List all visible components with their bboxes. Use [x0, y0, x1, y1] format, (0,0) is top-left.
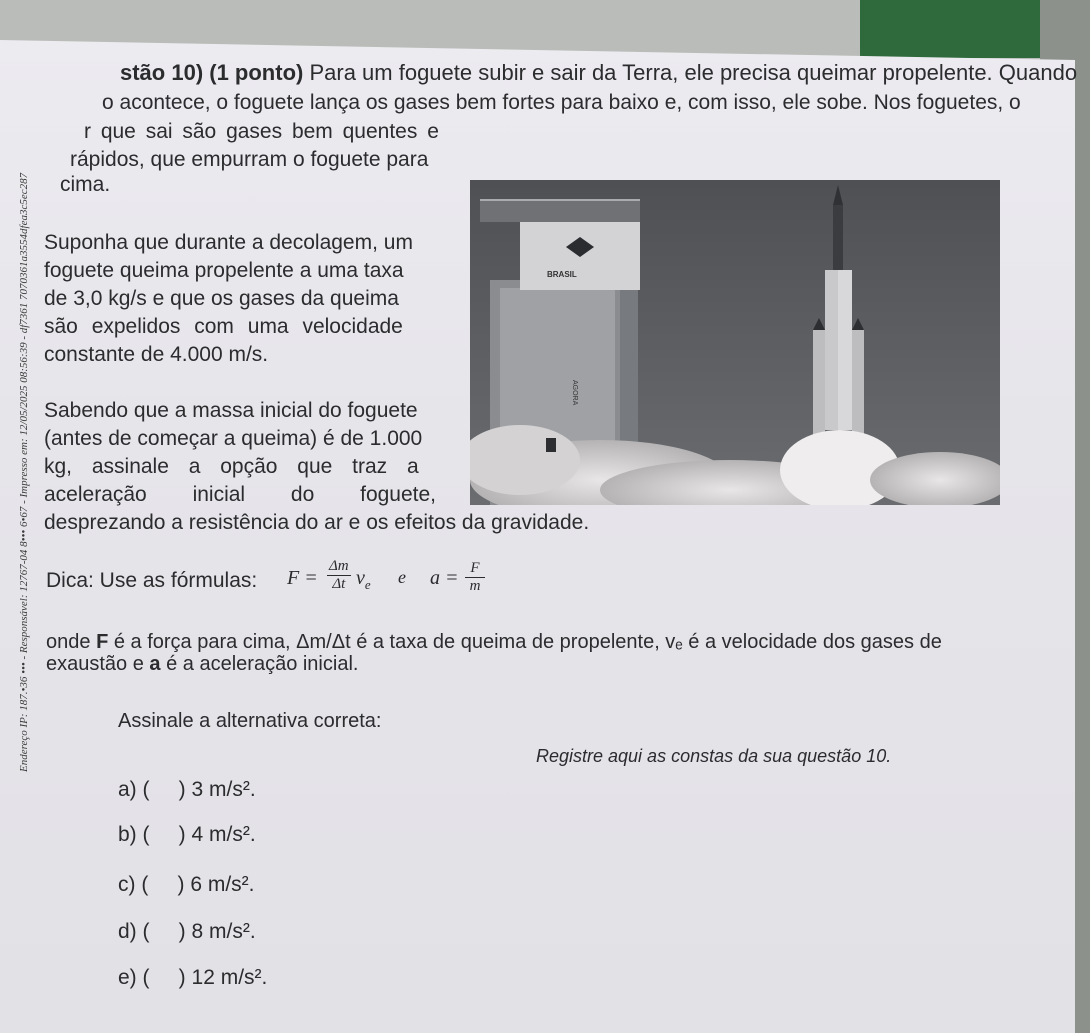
background-green-board [860, 0, 1040, 58]
paragraph3-line-2: (antes de começar a queima) é de 1.000 [44, 427, 423, 450]
explanation-exhaust: exaustão e [46, 653, 144, 675]
option-b-letter: b) ( ) [118, 823, 186, 846]
formula1-numerator: Δm [329, 558, 349, 574]
option-e-value: 12 m/s². [191, 966, 268, 989]
paragraph2-line-1: Suponha que durante a decolagem, um [44, 231, 413, 254]
side-margin-print: Endereço IP: 187.•36 ••• - Responsável: 12767-04 8••• 6•67 - Impresso em: 12/05/2025 08:56:39 - df7361 7070361a3554dfea3c5ec287 [18, 172, 30, 772]
option-e[interactable] [118, 966, 267, 990]
explanation-text: é a força para cima, Δm/Δt é a taxa de queima de propelente, vₑ é a velocidade dos gases de [113, 631, 942, 653]
formula1-subscript: e [364, 577, 371, 592]
intro-line-4: cima. [60, 173, 111, 196]
formula2-fraction [465, 560, 485, 595]
explanation-where: onde [46, 631, 91, 653]
explanation-F: F [96, 631, 109, 653]
option-d[interactable] [118, 920, 256, 944]
explanation-accel: é a aceleração inicial. [166, 653, 359, 675]
paragraph2-line-5: constante de 4.000 m/s. [44, 343, 269, 366]
intro-line-1: o acontece, o foguete lança os gases bem fortes para baixo e, com isso, ele sobe. Nos foguetes, o [102, 91, 1021, 114]
paragraph3-line-1: Sabendo que a massa inicial do foguete [44, 399, 418, 422]
paragraph3-line-4: aceleração inicial do foguete, [44, 483, 437, 506]
formula1-fraction [327, 558, 351, 593]
explanation-line-2 [46, 649, 358, 679]
paragraph2-line-3: de 3,0 kg/s e que os gases da queima [44, 287, 399, 310]
formula1-velocity [356, 567, 371, 593]
option-b[interactable] [118, 823, 256, 847]
formula2-numerator: F [465, 560, 485, 578]
option-a-letter: a) ( ) [118, 778, 186, 801]
formula2-denominator: m [469, 578, 481, 594]
intro-line-2: r que sai são gases bem quentes e [84, 120, 439, 143]
option-c-value: 6 m/s². [190, 873, 255, 896]
explanation-a: a [149, 653, 161, 675]
formula-conjunction: e [398, 567, 406, 587]
option-e-letter: e) ( ) [118, 966, 186, 989]
instruction: Assinale a alternativa correta: [118, 710, 382, 732]
question-intro: Para um foguete subir e sair da Terra, ele precisa queimar propelente. Quando [309, 60, 1078, 85]
option-d-letter: d) ( ) [118, 920, 186, 943]
option-d-value: 8 m/s². [191, 920, 256, 943]
rocket-launch-illustration [470, 180, 1000, 505]
paragraph3-line-5: desprezando a resistência do ar e os efeitos da gravidade. [44, 511, 590, 534]
option-a-value: 3 m/s². [191, 778, 256, 801]
paragraph2-line-4: são expelidos com uma velocidade [44, 315, 403, 338]
formula1-lhs: F = [287, 567, 318, 589]
paragraph2-line-2: foguete queima propelente a uma taxa [44, 259, 404, 282]
brasil-sign: BRASIL [547, 270, 577, 279]
intro-line-3: rápidos, que empurram o foguete para [70, 148, 429, 171]
question-number: stão 10) (1 ponto) [120, 60, 304, 85]
question-header [120, 58, 1077, 88]
formula1-v: v [356, 567, 365, 589]
option-a[interactable] [118, 778, 256, 802]
tip-label: Dica: Use as fórmulas: [46, 569, 258, 592]
formula1-denominator: Δt [332, 576, 346, 592]
option-c[interactable] [118, 873, 255, 897]
rocket-launch-photo [470, 180, 1000, 505]
formula2-lhs: a = [430, 567, 459, 589]
tower-label: AGORA [571, 380, 578, 406]
paragraph3-line-3: kg, assinale a opção que traz a [44, 455, 419, 478]
option-b-value: 4 m/s². [191, 823, 256, 846]
option-c-letter: c) ( ) [118, 873, 185, 896]
register-note: Registre aqui as constas da sua questão 10. [536, 746, 892, 766]
